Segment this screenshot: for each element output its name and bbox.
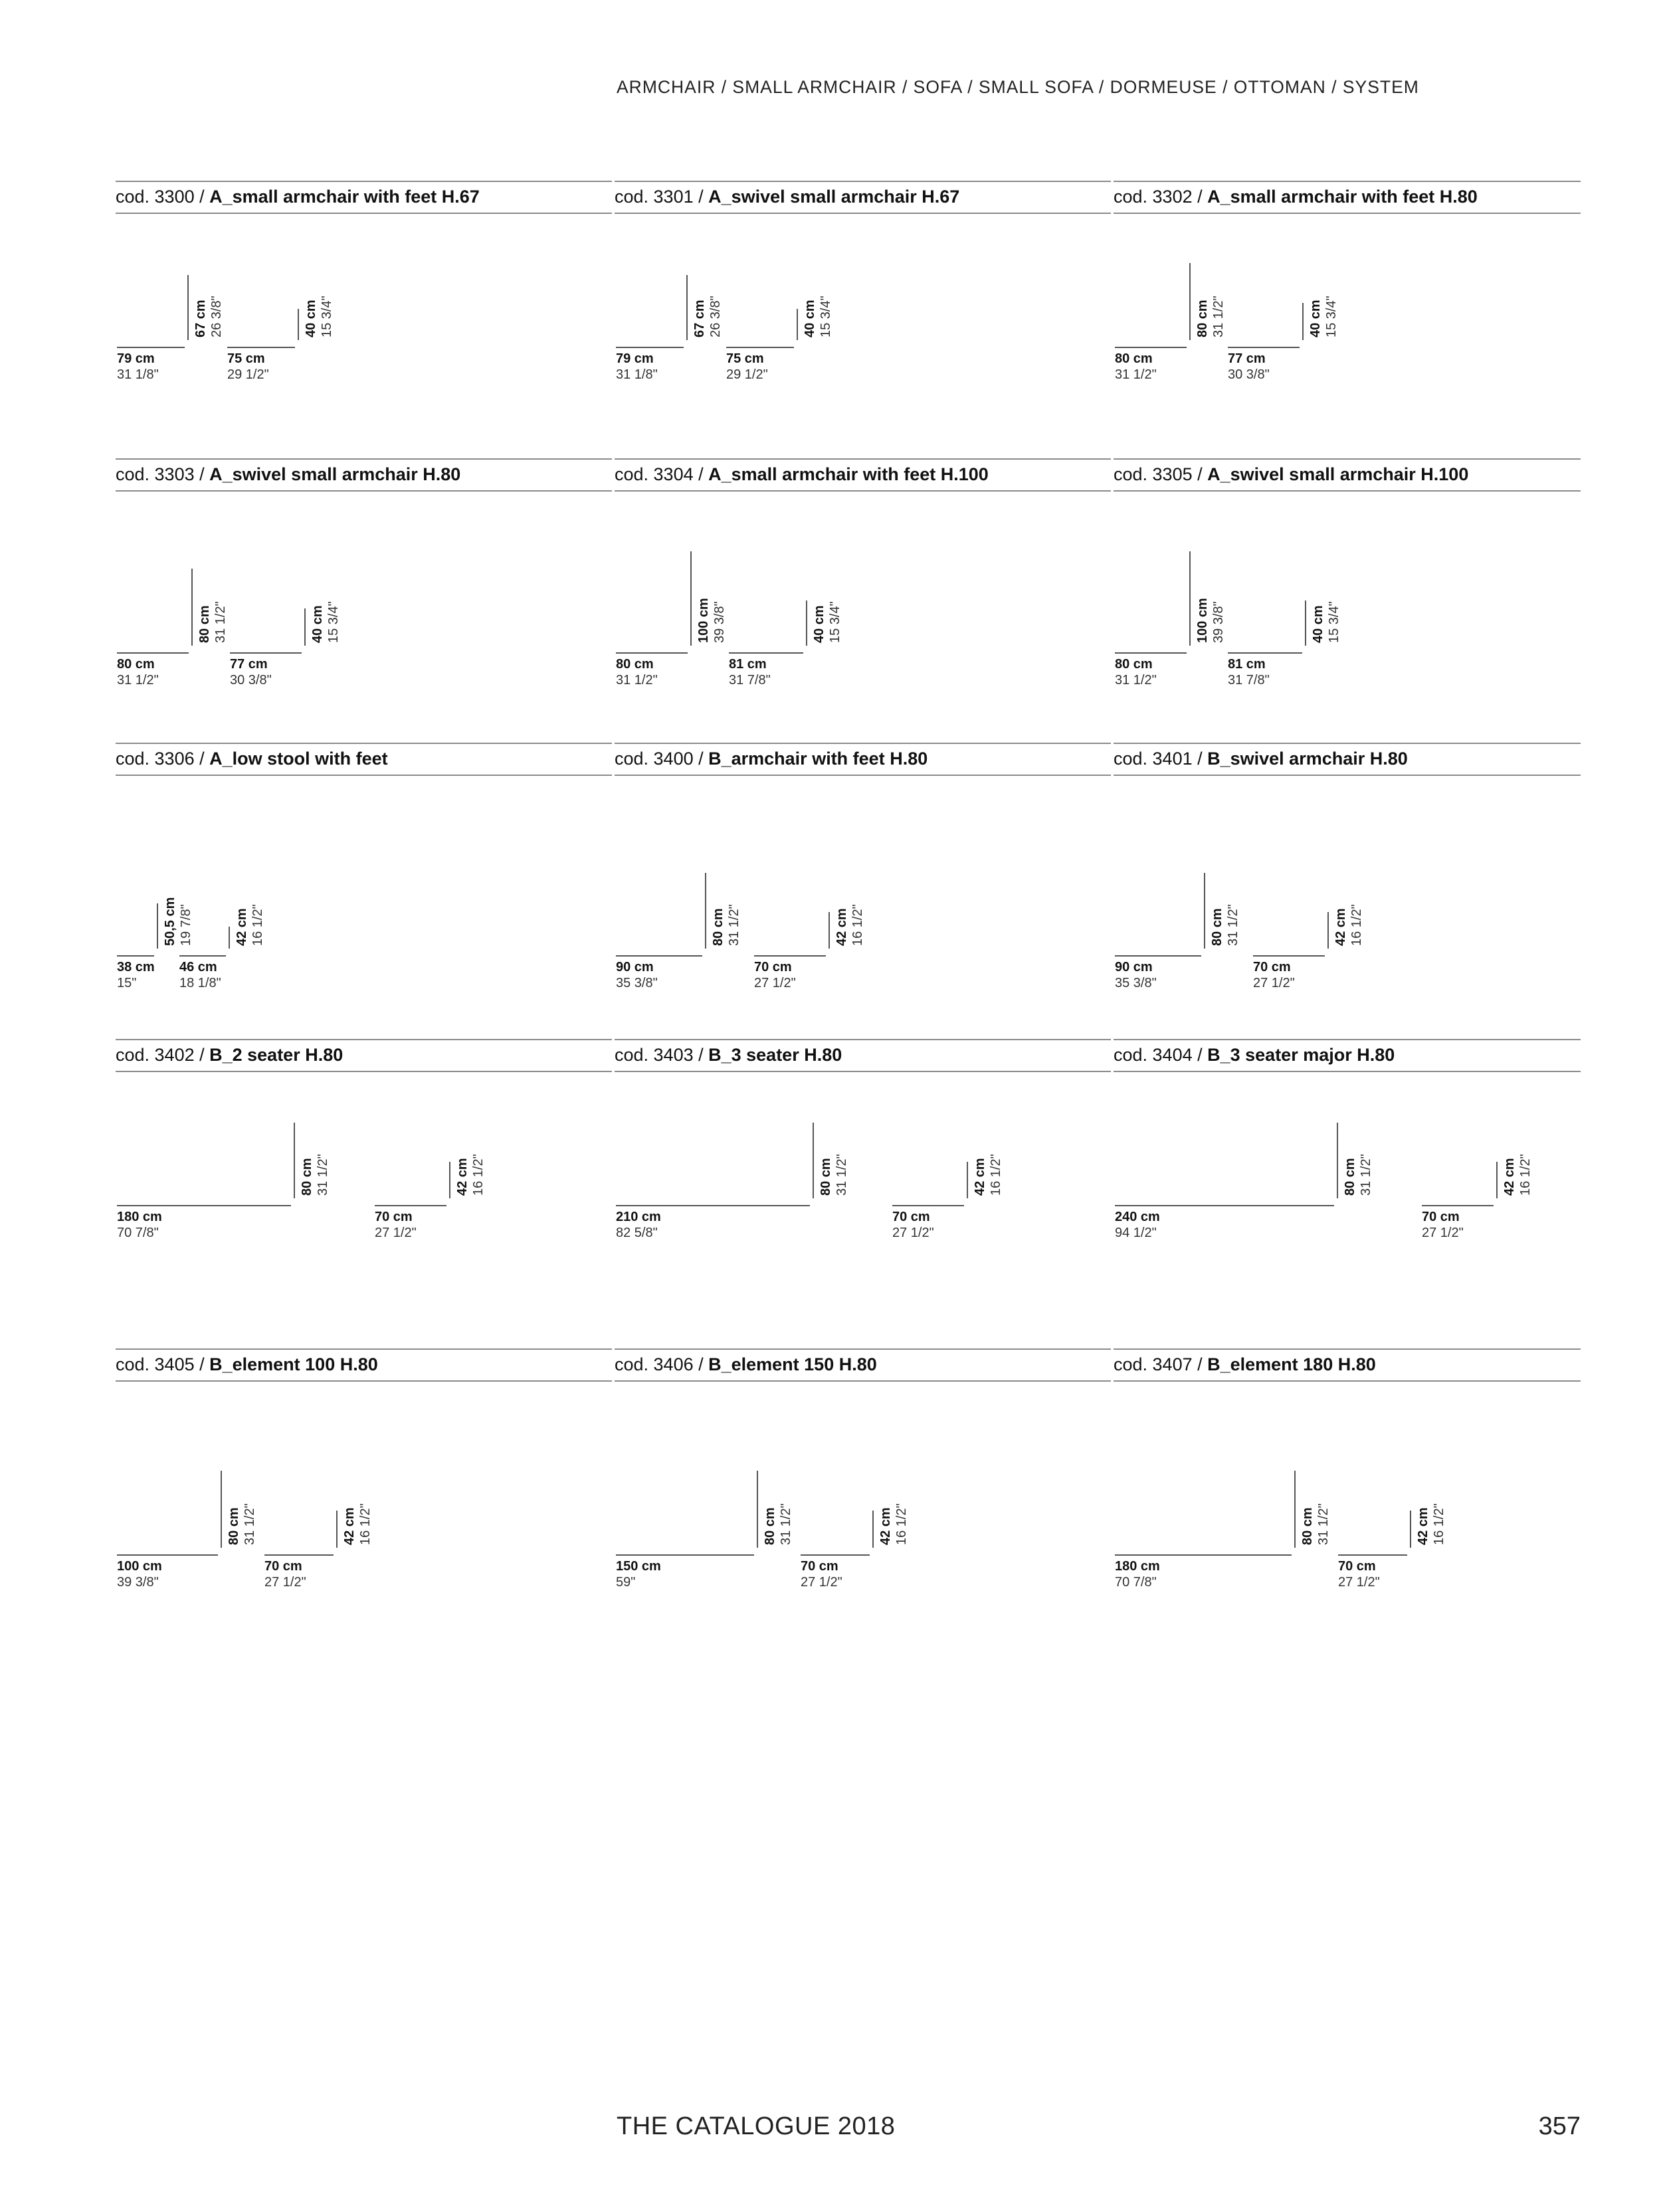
product-name: A_small armchair with feet H.80 xyxy=(1207,187,1478,207)
product-card xyxy=(116,1348,612,1590)
width-cm: 90 cm xyxy=(1115,960,1153,974)
depth-line xyxy=(1253,955,1325,957)
depth-in: 31 7/8" xyxy=(1228,673,1270,688)
product-header xyxy=(615,458,1111,492)
width-dimension xyxy=(117,959,155,991)
front-width-line xyxy=(117,1554,218,1556)
depth-dimension xyxy=(1253,959,1295,991)
seat-height-cm: 42 cm xyxy=(235,908,249,946)
seat-height-line xyxy=(797,309,798,340)
depth-cm: 77 cm xyxy=(230,657,268,672)
width-cm: 80 cm xyxy=(616,657,654,672)
front-width-line xyxy=(117,652,189,654)
height-line xyxy=(705,873,706,949)
product-card xyxy=(116,458,612,688)
width-cm: 100 cm xyxy=(117,1559,162,1574)
depth-in: 27 1/2" xyxy=(264,1575,306,1590)
product-code: cod. 3300 / xyxy=(116,187,210,207)
height-in: 31 1/2" xyxy=(1211,296,1226,337)
width-dimension xyxy=(1115,1209,1160,1241)
product-name: B_element 180 H.80 xyxy=(1207,1354,1376,1374)
product-name: A_swivel small armchair H.100 xyxy=(1207,464,1469,484)
product-code: cod. 3407 / xyxy=(1114,1354,1208,1374)
product-card xyxy=(615,1039,1111,1265)
depth-dimension xyxy=(729,656,771,688)
seat-height-line xyxy=(229,927,230,949)
width-in: 59" xyxy=(616,1575,636,1590)
product-name: A_swivel small armchair H.67 xyxy=(708,187,960,207)
depth-dimension xyxy=(1228,656,1270,688)
depth-line xyxy=(892,1205,964,1206)
front-width-line xyxy=(1115,1205,1334,1206)
product-code: cod. 3402 / xyxy=(116,1045,210,1065)
depth-cm: 70 cm xyxy=(375,1210,413,1224)
height-cm: 80 cm xyxy=(711,908,726,946)
height-line xyxy=(157,903,158,949)
seat-height-in: 16 1/2" xyxy=(471,1154,486,1196)
height-line xyxy=(1204,873,1205,949)
front-width-line xyxy=(616,1554,754,1556)
height-in: 31 1/2" xyxy=(213,601,228,643)
depth-in: 27 1/2" xyxy=(375,1226,417,1240)
width-in: 31 1/2" xyxy=(1115,367,1157,382)
depth-cm: 70 cm xyxy=(1253,960,1291,974)
product-header xyxy=(1114,181,1581,214)
width-cm: 80 cm xyxy=(1115,351,1153,366)
height-cm: 80 cm xyxy=(197,605,212,643)
height-in: 31 1/2" xyxy=(834,1154,849,1196)
height-in: 31 1/2" xyxy=(727,904,741,946)
page-number: 357 xyxy=(1538,2112,1581,2140)
width-cm: 90 cm xyxy=(616,960,654,974)
width-cm: 38 cm xyxy=(117,960,155,974)
seat-height-cm: 42 cm xyxy=(342,1507,357,1545)
seat-height-in: 16 1/2" xyxy=(1432,1503,1446,1545)
width-dimension xyxy=(117,1558,162,1590)
width-in: 39 3/8" xyxy=(117,1575,159,1590)
front-width-line xyxy=(616,1205,810,1206)
product-name: B_armchair with feet H.80 xyxy=(708,749,928,769)
seat-height-in: 15 3/4" xyxy=(1327,601,1341,643)
seat-height-in: 16 1/2" xyxy=(1518,1154,1533,1196)
depth-line xyxy=(264,1554,334,1556)
width-dimension xyxy=(616,351,658,383)
seat-height-line xyxy=(829,912,830,949)
seat-height-line xyxy=(806,600,807,646)
width-in: 82 5/8" xyxy=(616,1226,658,1240)
front-width-line xyxy=(616,347,684,348)
seat-height-in: 16 1/2" xyxy=(1349,904,1364,946)
product-header xyxy=(615,743,1111,776)
depth-in: 27 1/2" xyxy=(754,976,796,990)
seat-height-line xyxy=(1496,1162,1498,1198)
height-cm: 80 cm xyxy=(227,1507,241,1545)
width-cm: 80 cm xyxy=(1115,657,1153,672)
product-header xyxy=(615,1039,1111,1072)
depth-dimension xyxy=(227,351,269,383)
width-cm: 150 cm xyxy=(616,1559,661,1574)
product-header xyxy=(116,743,612,776)
height-line xyxy=(757,1471,758,1548)
seat-height-cm: 42 cm xyxy=(973,1158,987,1196)
seat-height-cm: 40 cm xyxy=(304,300,318,337)
height-cm: 80 cm xyxy=(1195,300,1210,337)
height-cm: 100 cm xyxy=(696,598,711,643)
seat-height-in: 15 3/4" xyxy=(819,296,833,337)
depth-in: 27 1/2" xyxy=(892,1226,934,1240)
height-line xyxy=(187,275,189,340)
seat-height-cm: 40 cm xyxy=(310,605,325,643)
product-header xyxy=(615,1348,1111,1382)
depth-in: 27 1/2" xyxy=(1422,1226,1464,1240)
height-line xyxy=(221,1471,222,1548)
seat-height-in: 15 3/4" xyxy=(828,601,842,643)
front-width-line xyxy=(1115,1554,1292,1556)
depth-line xyxy=(754,955,826,957)
front-width-line xyxy=(616,955,702,957)
width-in: 31 1/2" xyxy=(1115,673,1157,688)
width-dimension xyxy=(1115,1558,1160,1590)
depth-cm: 75 cm xyxy=(726,351,764,366)
seat-height-line xyxy=(336,1511,338,1548)
product-code: cod. 3403 / xyxy=(615,1045,709,1065)
width-in: 35 3/8" xyxy=(1115,976,1157,990)
product-card xyxy=(1114,1348,1581,1590)
product-card xyxy=(615,743,1111,990)
product-card xyxy=(615,458,1111,688)
width-in: 31 1/8" xyxy=(616,367,658,382)
seat-height-line xyxy=(1327,912,1329,949)
depth-dimension xyxy=(179,959,221,991)
product-code: cod. 3401 / xyxy=(1114,749,1208,769)
height-in: 31 1/2" xyxy=(1226,904,1240,946)
product-card xyxy=(116,181,612,407)
height-cm: 80 cm xyxy=(819,1158,833,1196)
front-width-line xyxy=(117,1205,291,1206)
depth-in: 27 1/2" xyxy=(801,1575,842,1590)
seat-height-cm: 40 cm xyxy=(1308,300,1323,337)
depth-dimension xyxy=(264,1558,306,1590)
width-dimension xyxy=(1115,656,1157,688)
product-name: B_element 150 H.80 xyxy=(708,1354,877,1374)
height-line xyxy=(1189,263,1191,340)
width-in: 15" xyxy=(117,976,137,990)
product-name: B_3 seater major H.80 xyxy=(1207,1045,1395,1065)
height-cm: 80 cm xyxy=(1300,1507,1315,1545)
product-card xyxy=(116,743,612,990)
product-card xyxy=(1114,1039,1581,1265)
width-cm: 79 cm xyxy=(616,351,654,366)
height-cm: 80 cm xyxy=(1210,908,1224,946)
seat-height-cm: 40 cm xyxy=(1311,605,1325,643)
product-code: cod. 3400 / xyxy=(615,749,709,769)
seat-height-cm: 42 cm xyxy=(878,1507,893,1545)
seat-height-line xyxy=(1305,600,1306,646)
product-code: cod. 3301 / xyxy=(615,187,709,207)
product-header xyxy=(615,181,1111,214)
product-card xyxy=(116,1039,612,1265)
depth-in: 29 1/2" xyxy=(726,367,768,382)
seat-height-line xyxy=(967,1162,968,1198)
depth-dimension xyxy=(1338,1558,1380,1590)
width-dimension xyxy=(616,1558,661,1590)
front-width-line xyxy=(1115,955,1201,957)
depth-line xyxy=(1338,1554,1407,1556)
product-name: A_swivel small armchair H.80 xyxy=(209,464,461,484)
depth-cm: 81 cm xyxy=(729,657,767,672)
width-in: 35 3/8" xyxy=(616,976,658,990)
product-card xyxy=(1114,458,1581,688)
height-cm: 80 cm xyxy=(1343,1158,1357,1196)
product-code: cod. 3303 / xyxy=(116,464,210,484)
seat-height-cm: 42 cm xyxy=(1502,1158,1517,1196)
product-header xyxy=(116,181,612,214)
depth-dimension xyxy=(801,1558,842,1590)
seat-height-cm: 40 cm xyxy=(812,605,827,643)
depth-cm: 70 cm xyxy=(801,1559,838,1574)
depth-line xyxy=(1228,652,1302,654)
seat-height-cm: 42 cm xyxy=(834,908,849,946)
front-width-line xyxy=(117,347,185,348)
depth-in: 30 3/8" xyxy=(230,673,272,688)
height-line xyxy=(690,551,692,646)
width-in: 70 7/8" xyxy=(117,1226,159,1240)
height-line xyxy=(191,569,193,646)
seat-height-in: 15 3/4" xyxy=(1324,296,1339,337)
depth-in: 27 1/2" xyxy=(1253,976,1295,990)
height-in: 31 1/2" xyxy=(779,1503,793,1545)
height-cm: 80 cm xyxy=(300,1158,314,1196)
width-dimension xyxy=(616,959,658,991)
depth-cm: 70 cm xyxy=(892,1210,930,1224)
product-code: cod. 3304 / xyxy=(615,464,709,484)
width-dimension xyxy=(616,1209,661,1241)
height-cm: 100 cm xyxy=(1195,598,1210,643)
product-card xyxy=(615,181,1111,407)
product-header xyxy=(116,458,612,492)
product-card xyxy=(1114,743,1581,990)
depth-line xyxy=(179,955,226,957)
depth-dimension xyxy=(754,959,796,991)
seat-height-line xyxy=(1302,303,1304,340)
seat-height-cm: 42 cm xyxy=(1416,1507,1430,1545)
depth-in: 31 7/8" xyxy=(729,673,771,688)
width-dimension xyxy=(117,351,159,383)
seat-height-line xyxy=(298,309,299,340)
width-dimension xyxy=(1115,959,1157,991)
front-width-line xyxy=(616,652,688,654)
width-dimension xyxy=(1115,351,1157,383)
seat-height-in: 16 1/2" xyxy=(894,1503,909,1545)
product-header xyxy=(1114,743,1581,776)
product-name: B_2 seater H.80 xyxy=(209,1045,343,1065)
width-dimension xyxy=(616,656,658,688)
width-cm: 180 cm xyxy=(1115,1559,1160,1574)
height-cm: 50,5 cm xyxy=(163,897,177,946)
product-name: A_small armchair with feet H.67 xyxy=(209,187,480,207)
product-card xyxy=(1114,181,1581,407)
depth-cm: 70 cm xyxy=(1422,1210,1460,1224)
depth-dimension xyxy=(230,656,272,688)
product-code: cod. 3406 / xyxy=(615,1354,709,1374)
seat-height-cm: 42 cm xyxy=(455,1158,470,1196)
seat-height-in: 16 1/2" xyxy=(358,1503,373,1545)
width-cm: 210 cm xyxy=(616,1210,661,1224)
product-code: cod. 3306 / xyxy=(116,749,210,769)
height-in: 31 1/2" xyxy=(1359,1154,1373,1196)
height-in: 26 3/8" xyxy=(708,296,723,337)
depth-line xyxy=(230,652,302,654)
depth-in: 27 1/2" xyxy=(1338,1575,1380,1590)
width-cm: 79 cm xyxy=(117,351,155,366)
seat-height-line xyxy=(449,1162,450,1198)
height-line xyxy=(294,1123,295,1198)
width-in: 31 1/8" xyxy=(117,367,159,382)
height-in: 39 3/8" xyxy=(712,601,727,643)
product-header xyxy=(116,1348,612,1382)
seat-height-in: 16 1/2" xyxy=(850,904,865,946)
depth-in: 18 1/8" xyxy=(179,976,221,990)
width-cm: 240 cm xyxy=(1115,1210,1160,1224)
depth-in: 30 3/8" xyxy=(1228,367,1270,382)
product-name: B_swivel armchair H.80 xyxy=(1207,749,1408,769)
height-line xyxy=(686,275,688,340)
product-code: cod. 3305 / xyxy=(1114,464,1208,484)
product-header xyxy=(1114,1348,1581,1382)
height-cm: 67 cm xyxy=(193,300,208,337)
depth-line xyxy=(1422,1205,1494,1206)
width-cm: 80 cm xyxy=(117,657,155,672)
width-cm: 180 cm xyxy=(117,1210,162,1224)
depth-cm: 81 cm xyxy=(1228,657,1266,672)
height-in: 31 1/2" xyxy=(243,1503,257,1545)
depth-in: 29 1/2" xyxy=(227,367,269,382)
height-in: 39 3/8" xyxy=(1211,601,1226,643)
height-in: 26 3/8" xyxy=(209,296,224,337)
seat-height-line xyxy=(1410,1511,1411,1548)
height-cm: 80 cm xyxy=(763,1507,777,1545)
depth-cm: 75 cm xyxy=(227,351,265,366)
depth-line xyxy=(729,652,803,654)
height-line xyxy=(1189,551,1191,646)
seat-height-cm: 42 cm xyxy=(1333,908,1348,946)
width-in: 31 1/2" xyxy=(117,673,159,688)
depth-cm: 70 cm xyxy=(264,1559,302,1574)
depth-cm: 46 cm xyxy=(179,960,217,974)
width-dimension xyxy=(117,1209,162,1241)
front-width-line xyxy=(1115,652,1187,654)
height-line xyxy=(1294,1471,1296,1548)
width-in: 70 7/8" xyxy=(1115,1575,1157,1590)
height-in: 19 7/8" xyxy=(179,904,193,946)
depth-cm: 70 cm xyxy=(1338,1559,1376,1574)
product-code: cod. 3405 / xyxy=(116,1354,210,1374)
product-name: B_3 seater H.80 xyxy=(708,1045,842,1065)
depth-dimension xyxy=(1422,1209,1464,1241)
height-cm: 67 cm xyxy=(692,300,707,337)
product-header xyxy=(116,1039,612,1072)
product-header xyxy=(1114,1039,1581,1072)
seat-height-in: 15 3/4" xyxy=(326,601,341,643)
width-in: 94 1/2" xyxy=(1115,1226,1157,1240)
seat-height-in: 16 1/2" xyxy=(250,904,265,946)
depth-cm: 70 cm xyxy=(754,960,792,974)
seat-height-line xyxy=(304,608,306,646)
depth-dimension xyxy=(726,351,768,383)
catalogue-category-header: ARMCHAIR / SMALL ARMCHAIR / SOFA / SMALL SOFA / DORMEUSE / OTTOMAN / SYSTEM xyxy=(617,77,1419,97)
width-dimension xyxy=(117,656,159,688)
seat-height-cm: 40 cm xyxy=(803,300,817,337)
seat-height-in: 15 3/4" xyxy=(320,296,334,337)
depth-line xyxy=(726,347,794,348)
height-in: 31 1/2" xyxy=(1316,1503,1331,1545)
product-name: B_element 100 H.80 xyxy=(209,1354,378,1374)
height-in: 31 1/2" xyxy=(316,1154,330,1196)
seat-height-line xyxy=(872,1511,874,1548)
depth-line xyxy=(227,347,295,348)
product-card xyxy=(615,1348,1111,1590)
seat-height-in: 16 1/2" xyxy=(989,1154,1003,1196)
depth-line xyxy=(1228,347,1300,348)
depth-dimension xyxy=(1228,351,1270,383)
product-header xyxy=(1114,458,1581,492)
depth-dimension xyxy=(375,1209,417,1241)
catalogue-title: THE CATALOGUE 2018 xyxy=(617,2112,896,2140)
depth-dimension xyxy=(892,1209,934,1241)
product-code: cod. 3302 / xyxy=(1114,187,1208,207)
front-width-line xyxy=(1115,347,1187,348)
product-name: A_small armchair with feet H.100 xyxy=(708,464,989,484)
product-name: A_low stool with feet xyxy=(209,749,388,769)
width-in: 31 1/2" xyxy=(616,673,658,688)
product-code: cod. 3404 / xyxy=(1114,1045,1208,1065)
depth-line xyxy=(801,1554,870,1556)
front-width-line xyxy=(117,955,154,957)
height-line xyxy=(813,1123,814,1198)
height-line xyxy=(1337,1123,1338,1198)
depth-line xyxy=(375,1205,446,1206)
depth-cm: 77 cm xyxy=(1228,351,1266,366)
